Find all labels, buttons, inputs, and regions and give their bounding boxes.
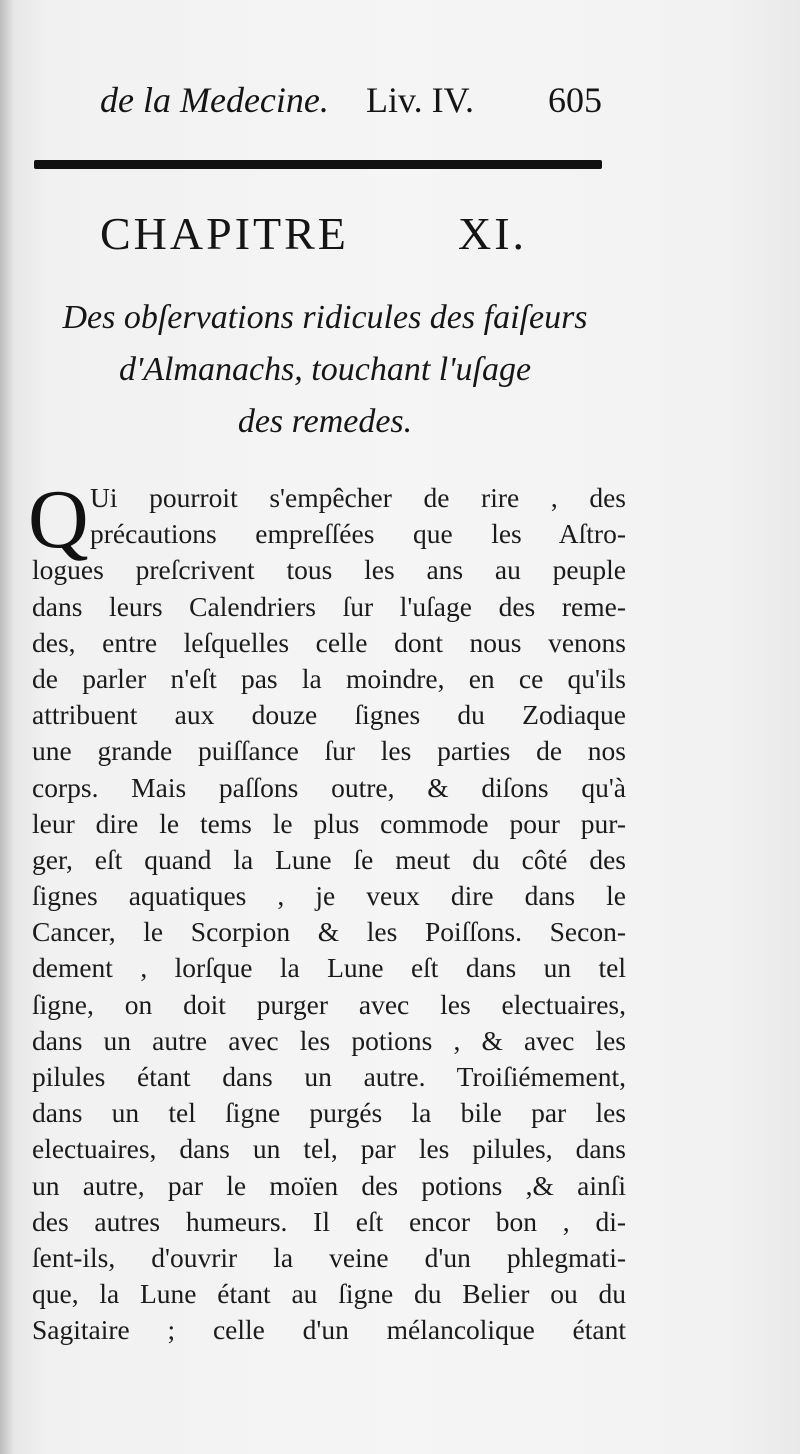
text-line: electuaires, dans un tel, par les pilules, dans [32, 1133, 626, 1165]
text-line: ſent-ils, d'ouvrir la veine d'un phlegmati- [32, 1241, 626, 1273]
running-head-book: Liv. IV. [366, 80, 474, 120]
text-line: logues preſcrivent tous les ans au peuple [32, 554, 626, 586]
subtitle-line: Des obſervations ridicules des faiſeurs [62, 299, 588, 336]
text-line: de parler n'eſt pas la moindre, en ce qu'ils [32, 662, 626, 694]
header-rule [34, 160, 602, 169]
running-head-title: de la Medecine. [100, 80, 329, 120]
text-line: leur dire le tems le plus commode pour pur- [32, 807, 626, 839]
body-paragraph [32, 480, 626, 1349]
chapter-heading [100, 206, 560, 262]
text-line: ſigne, on doit purger avec les electuaires, [32, 988, 626, 1020]
text-line: Cancer, le Scorpion & les Poiſſons. Secon- [32, 916, 626, 948]
text-line: précautions empreſſées que les Aſtro- [90, 518, 626, 550]
text-line: dans leurs Calendriers ſur l'uſage des reme- [32, 590, 626, 622]
subtitle-line: des remedes. [237, 403, 413, 440]
text-line: dement , lorſque la Lune eſt dans un tel [32, 952, 626, 984]
text-line: ger, eſt quand la Lune ſe meut du côté des [32, 843, 626, 875]
spine-shadow [0, 0, 14, 1454]
drop-cap: Q [28, 473, 89, 566]
text-line: que, la Lune étant au ſigne du Belier ou du [32, 1278, 626, 1310]
text-line: une grande puiſſance ſur les parties de nos [32, 735, 626, 767]
text-line: pilules étant dans un autre. Troiſiémement, [32, 1061, 626, 1092]
text-line: dans un tel ſigne purgés la bile par les [32, 1097, 626, 1129]
text-line: dans un autre avec les potions , & avec les [32, 1024, 626, 1056]
text-line: Ui pourroit s'empêcher de rire , des [90, 482, 626, 513]
subtitle-line: d'Almanachs, touchant l'uſage [118, 351, 532, 388]
text-line: corps. Mais paſſons outre, & diſons qu'à [32, 771, 626, 803]
text-line: des autres humeurs. Il eſt encor bon , di- [32, 1205, 626, 1237]
text-line: un autre, par le moïen des potions ,& ainſi [32, 1169, 626, 1201]
text-line: ſignes aquatiques , je veux dire dans le [32, 880, 626, 912]
page-number: 605 [548, 80, 602, 120]
chapter-number: XI. [458, 208, 528, 259]
text-line: attribuent aux douze ſignes du Zodiaque [32, 699, 626, 731]
text-line: Sagitaire ; celle d'un mélancolique étant [32, 1314, 626, 1346]
chapter-word: CHAPITRE [100, 208, 349, 259]
chapter-subtitle [20, 292, 630, 448]
text-line: des, entre leſquelles celle dont nous venons [32, 626, 626, 658]
running-head [100, 78, 620, 122]
